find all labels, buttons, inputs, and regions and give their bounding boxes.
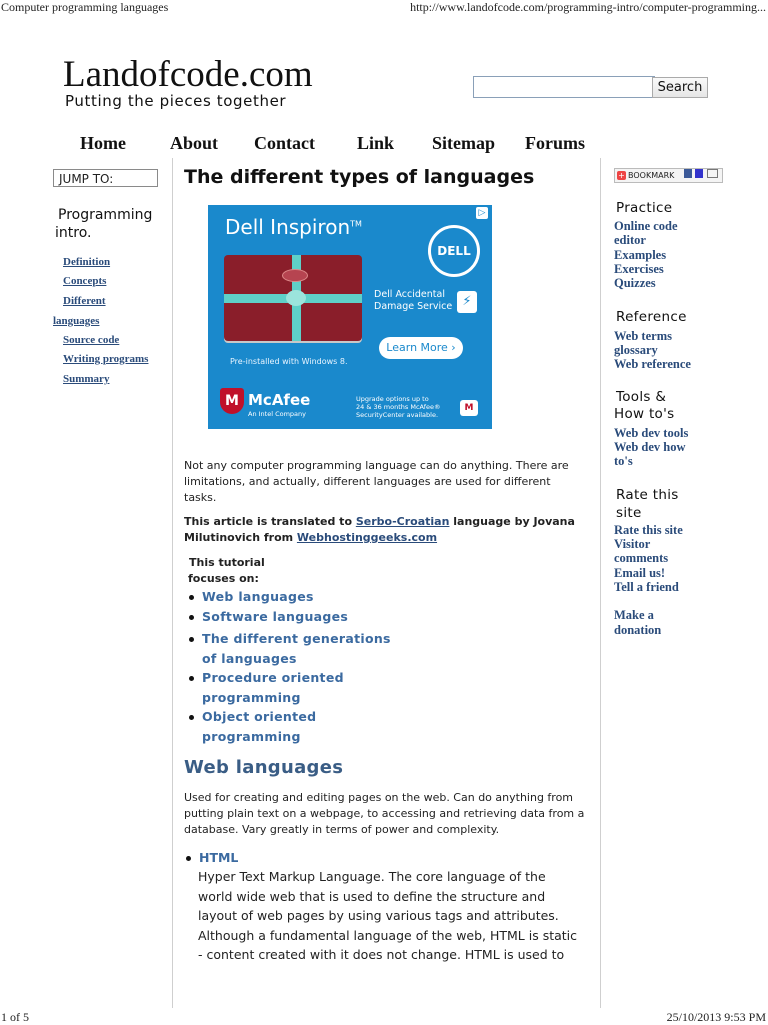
link-web-terms[interactable]: Web terms <box>614 329 672 343</box>
focus-item-web-languages[interactable]: Web languages <box>189 589 314 604</box>
html-description-line: layout of web pages by using various tags and attributes. <box>198 908 559 923</box>
link-web-dev-tools[interactable]: Web dev tools <box>614 426 689 440</box>
focus-item-generations[interactable]: The different generations of languages <box>189 629 391 669</box>
webhostinggeeks-link[interactable]: Webhostinggeeks.com <box>296 531 438 544</box>
dell-advertisement[interactable] <box>208 205 492 429</box>
print-header-url: http://www.landofcode.com/programming-intro/computer-programming... <box>410 0 766 14</box>
left-column-divider <box>172 158 173 1008</box>
practice-heading: Practice <box>616 200 673 216</box>
link-comments[interactable]: comments <box>614 551 669 565</box>
sidebar-link-source-code[interactable]: Source code <box>63 334 120 346</box>
sidebar-section-title-line1: Programming <box>58 207 153 223</box>
link-tos[interactable]: to's <box>614 454 633 468</box>
link-exercises[interactable]: Exercises <box>614 262 664 276</box>
ad-learn-more-button[interactable]: Learn More › <box>379 337 463 359</box>
ad-mcafee-sub: An Intel Company <box>248 410 307 418</box>
print-footer-page: 1 of 5 <box>1 1010 29 1024</box>
nav-home[interactable]: Home <box>80 133 126 153</box>
link-editor[interactable]: editor <box>614 233 646 247</box>
intro-paragraph: Not any computer programming language can do anything. There are limitations, and actually, different languages are used for different tasks. <box>184 459 569 504</box>
ad-product-name: Dell Inspiron™ <box>225 215 362 239</box>
link-email-us[interactable]: Email us! <box>614 566 666 580</box>
email-icon[interactable] <box>707 169 718 178</box>
laptop-image <box>224 255 362 341</box>
site-tagline: Putting the pieces together <box>65 92 287 110</box>
reference-heading: Reference <box>616 309 687 325</box>
section-heading-web-languages: Web languages <box>184 757 344 778</box>
link-examples[interactable]: Examples <box>614 248 667 262</box>
print-footer-datetime: 25/10/2013 9:53 PM <box>666 1010 766 1024</box>
link-web-reference[interactable]: Web reference <box>614 357 691 371</box>
link-web-dev-how[interactable]: Web dev how <box>614 440 686 454</box>
link-make-a[interactable]: Make a <box>614 608 654 622</box>
link-rate-this-site[interactable]: Rate this site <box>614 523 683 537</box>
focus-label-line1: This tutorial <box>189 556 265 569</box>
section-intro-paragraph: Used for creating and editing pages on the web. Can do anything from putting plain text on a webpage, to accessing and retrieving data from a database. Vary greatly in terms of power and complexity. <box>184 791 585 836</box>
tools-heading <box>616 389 674 423</box>
link-visitor[interactable]: Visitor <box>614 537 651 551</box>
html-item[interactable]: HTML <box>186 850 238 865</box>
ad-upgrade-text: Upgrade options up to 24 & 36 months McAfee® SecurityCenter available. <box>356 395 441 419</box>
nav-sitemap[interactable]: Sitemap <box>432 133 495 153</box>
search-button[interactable]: Search <box>652 77 708 98</box>
focus-item-object[interactable]: Object oriented programming <box>189 707 316 747</box>
translation-note <box>184 514 589 546</box>
ad-service-text: Dell Accidental Damage Service <box>374 289 453 312</box>
bookmark-button[interactable] <box>614 168 723 183</box>
nav-about[interactable]: About <box>170 133 219 153</box>
sidebar-link-definition[interactable]: Definition <box>63 256 111 268</box>
bullet-icon <box>189 595 194 600</box>
link-online-code[interactable]: Online code <box>614 219 678 233</box>
tools-heading-line1: Tools & <box>616 389 667 405</box>
link-tell-a-friend[interactable]: Tell a friend <box>614 580 679 594</box>
nav-contact[interactable]: Contact <box>254 133 315 153</box>
rate-heading <box>616 486 679 522</box>
rate-heading-line1: Rate this <box>616 487 679 503</box>
search-input[interactable] <box>473 76 655 98</box>
plus-icon: + <box>618 171 625 180</box>
html-description <box>198 867 593 965</box>
ad-mcafee-brand: McAfee <box>248 391 311 409</box>
page-title: The different types of languages <box>184 166 535 188</box>
html-description-line: - content created with it does not change. HTML is used to <box>198 947 565 962</box>
ad-choices-icon[interactable]: ▷ <box>476 207 488 219</box>
mcafee-secure-icon: M <box>460 400 478 416</box>
serbo-croatian-link[interactable]: Serbo-Croatian <box>355 515 450 528</box>
nav-forums[interactable]: Forums <box>525 133 585 153</box>
sidebar-link-summary[interactable]: Summary <box>63 373 110 385</box>
nav-link[interactable]: Link <box>357 133 395 153</box>
sidebar-link-writing-programs[interactable]: Writing programs <box>63 353 149 365</box>
sidebar-section-title-line2: intro <box>55 225 88 241</box>
html-description-line: Although a fundamental language of the web, HTML is static <box>198 927 578 943</box>
tools-heading-line2: How to's <box>614 406 675 422</box>
facebook-icon[interactable] <box>684 169 692 178</box>
bullet-icon <box>189 637 194 642</box>
ad-trademark: TM <box>350 219 362 229</box>
rate-heading-line2: site <box>616 505 642 521</box>
mcafee-shield-icon: M <box>220 388 244 414</box>
bullet-icon <box>189 615 194 620</box>
bookmark-label: BOOKMARK <box>628 171 675 180</box>
focus-label-line2: focuses on: <box>188 572 259 585</box>
link-donation[interactable]: donation <box>614 623 662 637</box>
focus-item-software-languages[interactable]: Software languages <box>189 609 348 624</box>
bullet-icon <box>189 676 194 681</box>
html-description-line: world wide web that is used to define the structure and <box>198 888 546 904</box>
focus-item-procedure[interactable]: Procedure oriented programming <box>189 668 344 708</box>
link-quizzes[interactable]: Quizzes <box>614 276 656 290</box>
right-column-divider <box>600 158 601 1008</box>
link-glossary[interactable]: glossary <box>614 343 658 357</box>
translation-prefix: This article is translated to <box>184 515 356 528</box>
dell-logo: DELL <box>428 225 480 277</box>
translation-middle: language by Jovana Milutinovich from <box>184 515 575 544</box>
site-title[interactable]: Landofcode.com <box>63 54 313 95</box>
sidebar-link-concepts[interactable]: Concepts <box>63 275 107 287</box>
print-header-title: Computer programming languages <box>1 0 169 14</box>
bullet-icon <box>186 856 191 861</box>
jump-to-select[interactable]: JUMP TO: <box>53 169 158 187</box>
sidebar-section-title-period: . <box>87 225 92 241</box>
twitter-icon[interactable] <box>695 169 703 178</box>
shield-icon: ⚡ <box>457 291 477 313</box>
bullet-icon <box>189 715 194 720</box>
html-description-line: Hyper Text Markup Language. The core language of the <box>198 869 546 884</box>
ad-preinstalled-text: Pre-installed with Windows 8. <box>230 357 348 366</box>
sidebar-link-different[interactable]: Different <box>63 295 106 307</box>
sidebar-section-title <box>55 206 152 242</box>
sidebar-link-languages[interactable]: languages <box>53 315 100 327</box>
